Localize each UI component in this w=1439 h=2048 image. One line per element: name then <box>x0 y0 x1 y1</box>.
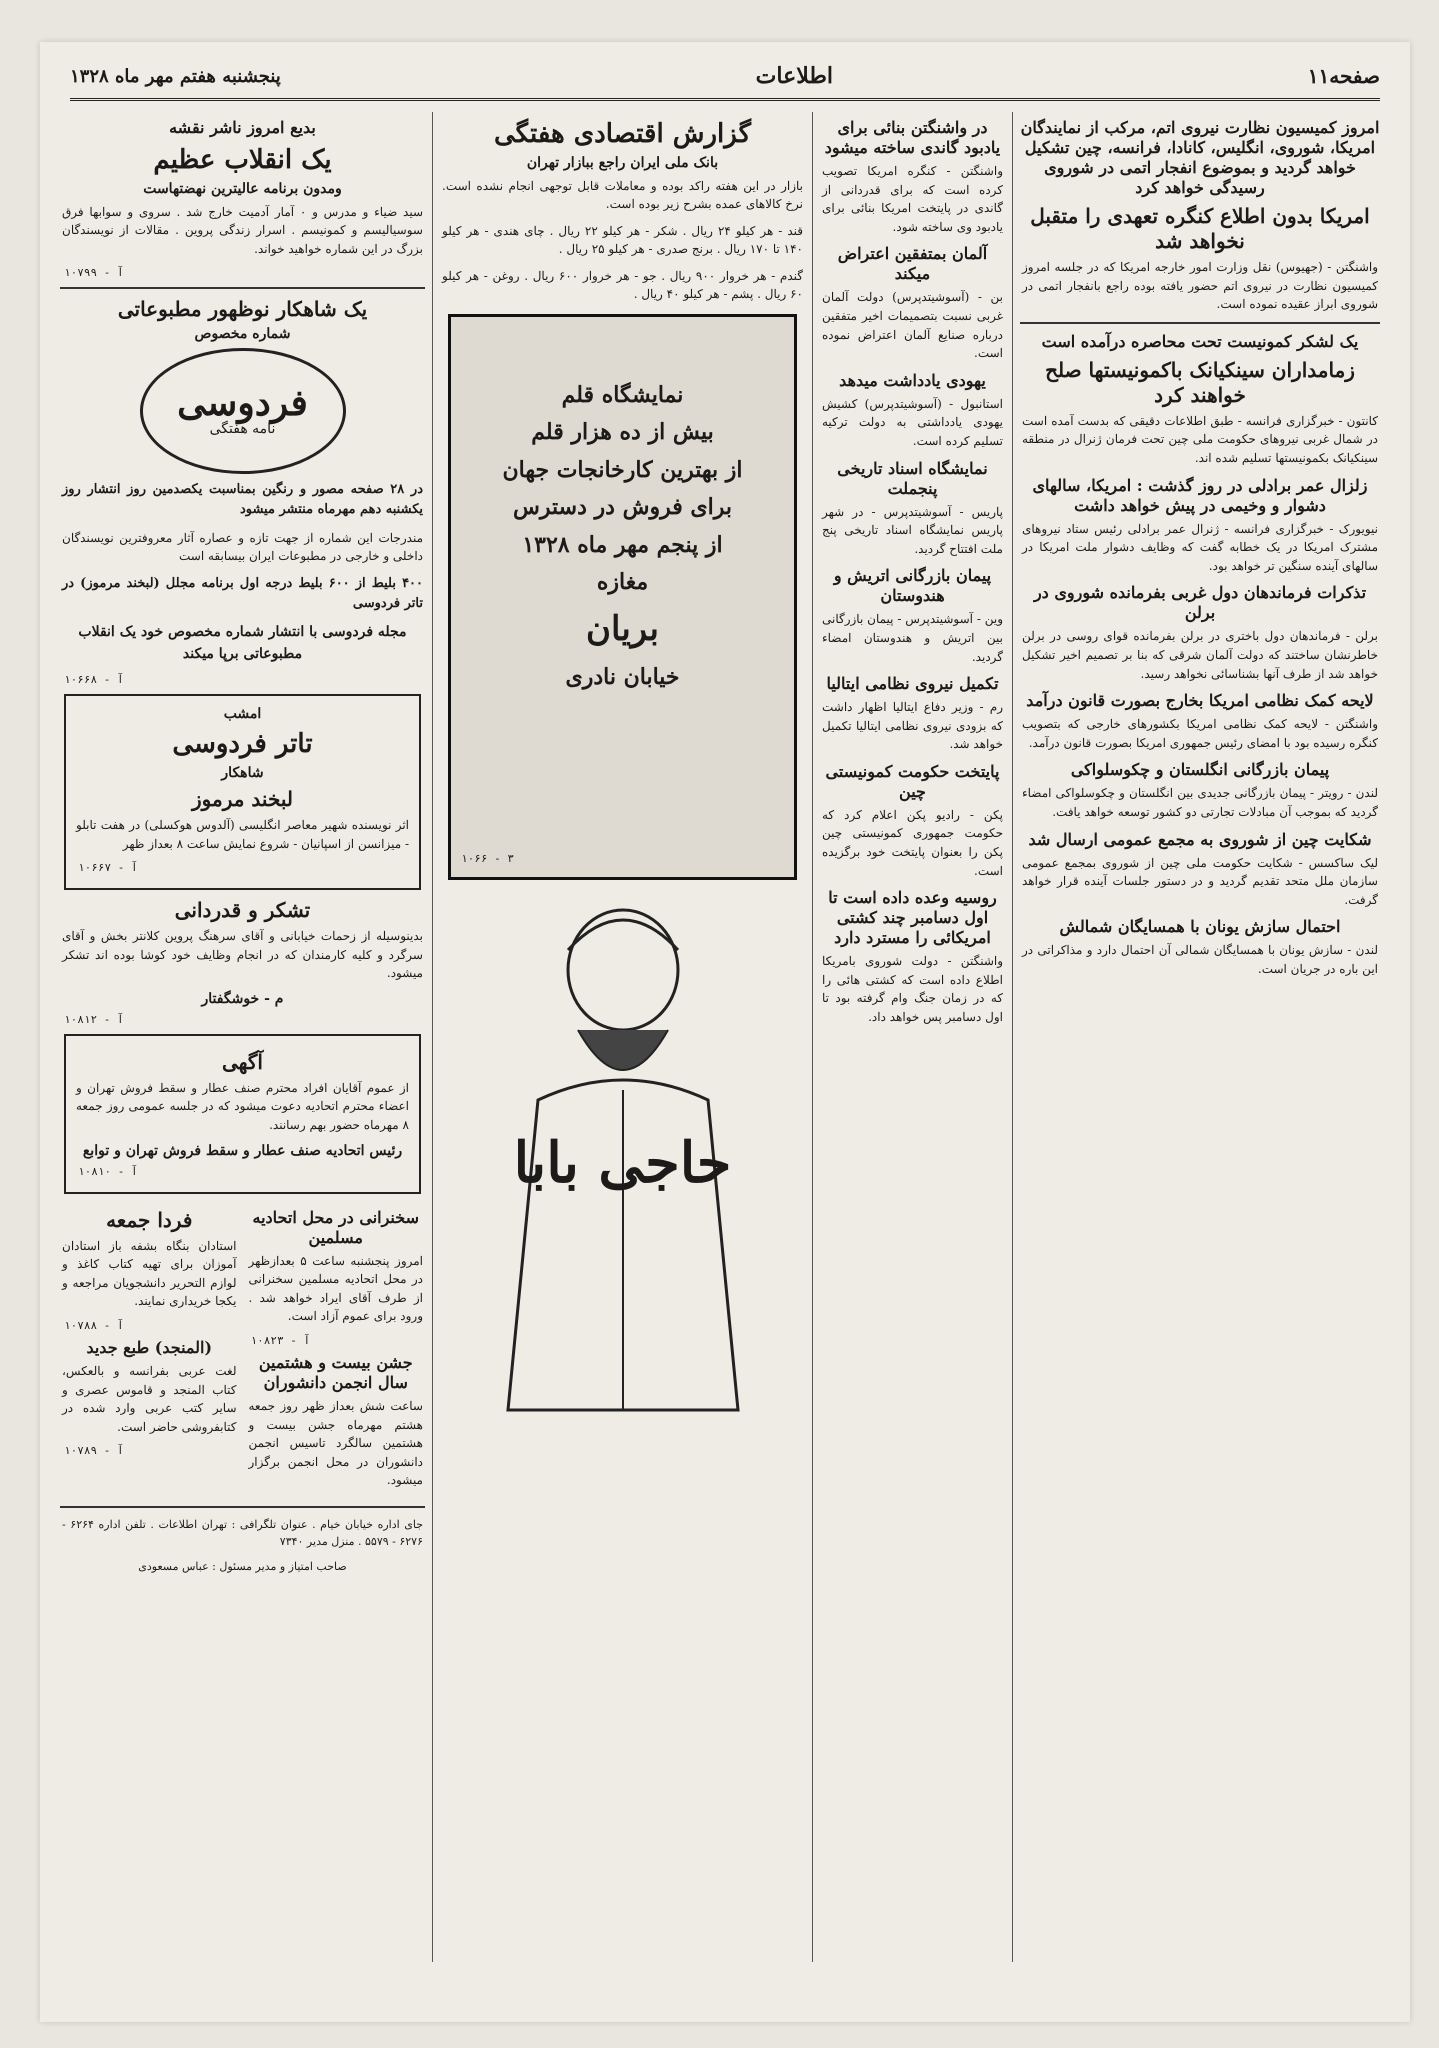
column-2 <box>820 112 1005 1962</box>
china-capital-title: پایتخت حکومت کمونیستی چین <box>825 761 1000 801</box>
speech-title: سخنرانی در محل اتحادیه مسلمین <box>252 1207 419 1247</box>
friday-code: آ - ۱۰۷۸۸ <box>64 1319 124 1333</box>
ferdowsi-close: مجله فردوسی با انتشار شماره مخصوص خود یک انقلاب مطبوعاتی برپا میکند <box>78 624 407 662</box>
theater-title: تاتر فردوسی <box>172 729 313 760</box>
friday-ad <box>60 1202 239 1498</box>
notice-body: از عموم آقایان افراد محترم صنف عطار و سقط فروش تهران و اعضاء محترم اتحادیه دعوت میشود که در جلسه عمومی روز جمعه ۸ مهرماه حضور بهم رسانند. <box>76 1080 409 1133</box>
czech-body: لندن - رویتر - پیمان بازرگانی جدیدی بین انگلستان و چکوسلواکی امضاء گردید که بموجب آن مبادلات تجارتی دو کشور توسعه خواهد یافت. <box>1022 786 1378 819</box>
column-4 <box>60 112 425 1962</box>
newspaper-page <box>40 42 1410 2022</box>
ad-line: از پنجم مهر ماه ۱۳۲۸ <box>522 531 723 558</box>
ferdowsi-logo <box>140 348 346 474</box>
jubilee-title: جشن بیست و هشتمین سال انجمن دانشوران <box>258 1353 413 1393</box>
bradley-body: نیویورک - خبرگزاری فرانسه - ژنرال عمر برادلی رئیس ستاد نیروهای مشترک امریکا در یک خطابه گفت که وظایف دشوار ملت امریکا در سالهای آینده سنگین تر خواهد بود. <box>1022 521 1378 573</box>
jubilee-body: ساعت شش بعداز ظهر روز جمعه هشتم مهرماه جشن بیست و هشتمین سالگرد تاسیس انجمن دانشوران در محل انجمن برگزار میشود. <box>248 1399 423 1488</box>
column-separator <box>1012 112 1013 1962</box>
ad-code: ۱۰۶۶ - ۳ <box>461 852 514 866</box>
divider <box>60 287 425 289</box>
column-3 <box>440 112 805 1962</box>
gandhi-body: واشنگتن - کنگره امریکا تصویب کرده است که برای قدردانی از گاندی در پایتخت امریکا بنائی برای یادبود وی ساخته شود. <box>822 164 1003 234</box>
greece-body: لندن - سازش یونان با همسایگان شمالی آن احتمال دارد و مذاکراتی در این باره در جریان است. <box>1022 943 1378 976</box>
divider <box>1020 322 1380 324</box>
aid-title: لایحه کمک نظامی امریکا بخارج بصورت قانون درآمد <box>1026 691 1374 711</box>
china-capital-body: پکن - رادیو پکن اعلام کرد که حکومت جمهوری کمونیستی چین پکن را بعنوان پایتخت خود برگزیده است. <box>822 807 1003 878</box>
friday-title: فردا جمعه <box>106 1207 193 1232</box>
notice-title: آگهی <box>222 1049 263 1074</box>
theater-play: لبخند مرموز <box>192 786 293 811</box>
ad-line: بیش از ده هزار قلم <box>531 419 714 446</box>
italy-body: رم - وزیر دفاع ایتالیا اظهار داشت که بزودی نیروی نظامی ایتالیا تکمیل خواهد شد. <box>822 700 1003 752</box>
jews-body: استانبول - (آسوشیتدپرس) کشیش یهودی یادداشتی به دولت ترکیه تسلیم کرده است. <box>822 396 1003 448</box>
exhibit-body: پاریس - آسوشیتدپرس - در شهر پاریس نمایشگاه اسناد تاریخی پنج ملت افتتاح گردید. <box>822 504 1003 556</box>
column-1 <box>1020 112 1380 1962</box>
kuwait-title: زمامداران سینکیانک باکمونیستها صلح خواهند کرد <box>1045 357 1355 407</box>
footer-address: جای اداره خیابان خیام . عنوان تلگرافی : تهران اطلاعات . تلفن اداره ۶۲۶۴ - ۶۲۷۶ - ۵۵۷۹ . منزل مدیر ۷۳۴۰ <box>62 1518 423 1549</box>
theater-ad <box>64 694 421 890</box>
ad-line: مغازه <box>596 569 649 596</box>
economy-title: گزارش اقتصادی هفتگی <box>494 119 751 149</box>
china-complaint-body: لیک ساکسس - شکایت حکومت ملی چین از شوروی بمجمع عمومی سازمان ملل متحد تقدیم گردید و در دستور جلسات آینده قرار خواهد گرفت. <box>1022 855 1378 907</box>
trade-title: پیمان بازرگانی اتریش و هندوستان <box>833 566 992 606</box>
jews-title: یهودی یادداشت میدهد <box>839 370 986 390</box>
berlin-body: برلن - فرماندهان دول باختری در برلن بفرمانده قوای روسی در برلن خاطرنشان ساختند که دولت آلمان شرقی که بنا بر تصمیم اخیر تشکیل خواهد شد از طرف آنها بشناسائی نخواهد رسید. <box>1022 629 1378 681</box>
kuwait-body: کانتون - خبرگزاری فرانسه - طبق اطلاعات دقیقی که بدست آمده است در شمال غربی نیروهای حکومت ملی چین تحت فرمان ژنرال در منطقه سینکیانک بکمونیستها تسلیم شده اند. <box>1022 413 1378 465</box>
speech-ad <box>247 1202 426 1498</box>
notice-ad <box>64 1034 421 1194</box>
pen-exhibition-ad <box>448 314 797 880</box>
china-complaint-title: شکایت چین از شوروی به مجمع عمومی ارسال شد <box>1028 829 1372 849</box>
news-headline: بدیع امروز ناشر نقشه <box>169 118 316 137</box>
russia-ships-body: واشنگتن - دولت شوروی بامریکا اطلاع داده است که کشتی هائی را که در زمان جنگ وام گرفته بود تا اول دسامبر پس خواهد داد. <box>822 954 1003 1025</box>
bottom-ads <box>60 1202 425 1498</box>
ad-lines <box>471 377 774 697</box>
gandhi-title: در واشنگتن بنائی برای یادبود گاندی ساخته میشود <box>824 118 1001 157</box>
economy-subtitle: بانک ملی ایران راجع ببازار تهران <box>526 154 719 171</box>
news-body: سید ضیاء و مدرس و ۰ آمار آدمیت خارج شد . سروی و سوابها فرق سوسیالیسم و کمونیسم . اسرار زندگی پروین . مقالات از نویسندگان بزرگ در این شماره خواهید خواند. <box>62 204 423 256</box>
ferdowsi-code: آ - ۱۰۶۶۸ <box>64 673 124 687</box>
monjed-body: لغت عربی بفرانسه و بالعکس، کتاب المنجد و قاموس عصری و سایر کتب عربی وارد شده در کتابفروشی حاضر است. <box>62 1364 237 1434</box>
economy-body-1: بازار در این هفته راکد بوده و معاملات قابل توجهی انجام نشده است. نرخ کالاهای عمده بشرح زیر بوده است. <box>442 178 803 212</box>
speech-body: امروز پنجشنبه ساعت ۵ بعدازظهر در محل اتحادیه مسلمین سخنرانی از طرف آقای ایراد خواهد شد . ورود برای عموم آزاد است. <box>248 1253 423 1324</box>
thanks-title: تشکر و قدردانی <box>174 898 311 923</box>
czech-title: پیمان بازرگانی انگلستان و چکوسلواکی <box>1070 760 1330 780</box>
bradley-title: زلزال عمر برادلی در روز گذشت : امریکا، سالهای دشوار و وخیمی در پیش خواهد داشت <box>1032 475 1368 515</box>
monjed-code: آ - ۱۰۷۸۹ <box>64 1444 124 1458</box>
atom-title: امریکا بدون اطلاع کنگره تعهدی را متقبل نخواهد شد <box>1030 204 1370 253</box>
atom-headline: امروز کمیسیون نظارت نیروی اتم، مرکب از نمایندگان امریکا، شوروی، انگلیس، کانادا، فرانسه، چین تشکیل خواهد گردید و بموضوع انفجار اتمی در شوروی رسیدگی خواهد کرد <box>1020 118 1380 197</box>
germany-body: بن - (آسوشیتدپرس) دولت آلمان غربی نسبت بتصمیمات اخیر متفقین درباره صنایع آلمان اعتراض نموده است. <box>822 290 1003 361</box>
ad-line: از بهترین کارخانجات جهان <box>502 456 743 483</box>
thanks-code: آ - ۱۰۸۱۲ <box>64 1012 124 1026</box>
page-number: صفحه۱۱ <box>1307 64 1380 88</box>
germany-title: آلمان بمتفقین اعتراض میکند <box>837 244 988 284</box>
berlin-title: تذکرات فرماندهان دول غربی بفرمانده شوروی در برلن <box>1033 583 1367 623</box>
exhibit-title: نمایشگاه اسناد تاریخی پنجملت <box>837 458 988 498</box>
ferdowsi-body: در ۲۸ صفحه مصور و رنگین بمناسبت یکصدمین روز انتشار روز یکشنبه دهم مهرماه منتشر میشود <box>62 482 423 518</box>
theater-code: آ - ۱۰۶۶۷ <box>78 861 138 875</box>
theater-tonight: امشب <box>223 706 262 723</box>
ferdowsi-headline: یک شاهکار نوظهور مطبوعاتی <box>117 297 368 322</box>
footer-publisher: صاحب امتیاز و مدیر مسئول : عباس مسعودی <box>138 1560 347 1574</box>
italy-title: تکمیل نیروی نظامی ایتالیا <box>826 674 999 694</box>
ad-line: برای فروش در دسترس <box>513 494 732 521</box>
news-subtitle: ومدون برنامه عالیترین نهضتهاست <box>143 180 342 197</box>
masthead <box>70 54 1380 101</box>
ad-line: خیابان نادری <box>565 664 680 691</box>
ad-line: نمایشگاه قلم <box>561 382 684 409</box>
monjed-title: (المنجد) طبع جدید <box>86 1338 213 1358</box>
newspaper-name: اطلاعات <box>755 63 833 89</box>
column-separator <box>432 112 433 1962</box>
thanks-body: بدینوسیله از زحمات خیابانی و آقای سرهنگ پروین کلانتر بخش و آقای سرگرد و کلیه کارمندان که در انجام وظایف خود کوشا بوده اند تشکر میشود. <box>62 929 423 981</box>
ad-line: بریان <box>585 609 659 650</box>
ferdowsi-logo-text: فردوسی <box>177 382 308 425</box>
news-title: یک انقلاب عظیم <box>153 145 332 175</box>
kuwait-headline: یک لشکر کمونیست تحت محاصره درآمده است <box>1041 331 1359 351</box>
news-code: آ - ۱۰۷۹۹ <box>64 266 124 280</box>
aid-body: واشنگتن - لایحه کمک نظامی امریکا بکشورهای خارجی که بتصویب کنگره رسیده بود با امضای رئیس جمهوری امریکا بصورت قانون درآمد. <box>1022 717 1378 750</box>
haji-baba-cartoon <box>458 890 788 1430</box>
notice-signature: رئیس اتحادیه صنف عطار و سقط فروش تهران و توابع <box>82 1142 403 1159</box>
issue-date: پنجشنبه هفتم مهر ماه ۱۳۲۸ <box>70 65 281 87</box>
ferdowsi-tickets: ۴۰۰ بلیط از ۶۰۰ بلیط درجه اول برنامه مجلل (لبخند مرموز) در تاتر فردوسی <box>62 575 424 611</box>
divider <box>60 1506 425 1508</box>
ferdowsi-logo-subtext: نامه هفتگی <box>209 421 276 438</box>
theater-body: اثر نویسنده شهیر معاصر انگلیسی (آلدوس هوکسلی) در هفت تابلو - میزانسن از اسپانیان - شروع نمایش ساعت ۸ بعداز ظهر <box>76 817 409 851</box>
speech-code: آ - ۱۰۸۲۳ <box>250 1334 311 1348</box>
greece-title: احتمال سازش یونان با همسایگان شمالش <box>1059 917 1341 937</box>
economy-body-3: گندم - هر خروار ۹۰۰ ریال . جو - هر خروار ۶۰۰ ریال . روغن - هر کیلو ۶۰ ریال . پشم - هر کیلو ۴۰ ریال . <box>442 268 803 302</box>
friday-body: استادان بنگاه بشفه باز استادان آموزان برای تهیه کتاب کاغذ و لوازم التحریر دانشجویان مراجعه و یکجا خریداری نمایند. <box>62 1238 237 1309</box>
notice-code: آ - ۱۰۸۱۰ <box>78 1164 138 1178</box>
thanks-signature: م - خوشگفتار <box>201 990 284 1007</box>
atom-body: واشنگتن - (جهیوس) نقل وزارت امور خارجه امریکا که در جلسه امروز کمیسیون نظارت در نیروی اتم حضور یافته بوده راجع بانفجار اتمی در شوروی ابراز عقیده نموده است. <box>1022 260 1378 312</box>
russia-ships-title: روسیه وعده داده است تا اول دسامبر چند کشتی امریکائی را مسترد دارد <box>828 888 997 948</box>
economy-body-2: قند - هر کیلو ۲۴ ریال . شکر - هر کیلو ۲۲ ریال . چای هندی - هر کیلو ۱۴۰ تا ۱۷۰ ریال . برنج صدری - هر کیلو ۲۵ ریال . <box>442 223 803 257</box>
cartoon-title: حاجی بابا <box>513 1130 732 1197</box>
ferdowsi-body-2: مندرجات این شماره از جهت تازه و عصاره آثار معروفترین نویسندگان داخلی و خارجی در مطبوعات ایران بیسابقه است <box>62 530 423 564</box>
trade-body: وین - آسوشیتدپرس - پیمان بازرگانی بین اتریش و هندوستان امضاء گردید. <box>822 612 1003 664</box>
ferdowsi-subtitle: شماره مخصوص <box>194 326 291 343</box>
column-separator <box>812 112 813 1962</box>
theater-subtitle: شاهکار <box>221 764 264 781</box>
